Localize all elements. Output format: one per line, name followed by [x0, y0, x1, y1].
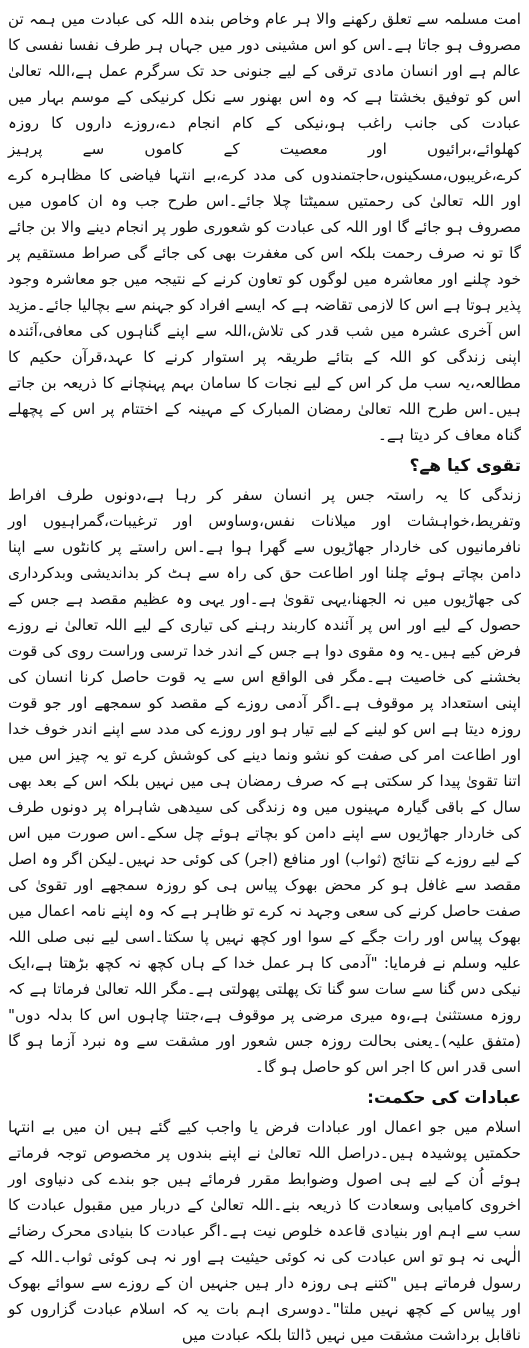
- section-heading-wisdom: عبادات کی حکمت:: [367, 1088, 521, 1108]
- section-heading-taqwa: تقوی کیا ھے؟: [409, 456, 521, 476]
- wisdom-paragraph: اسلام میں جو اعمال اور عبادات فرض یا واجب کیے گئے ہیں ان میں بے انتہا حکمتیں پوشیدہ ہیں۔دراصل اللہ تعالیٰ نے اپنے بندوں پر مخصوص توجہ فرماتے ہوئے اُن کے لیے ہی اصول وضوابط مقرر فرمائے ہیں جو بندے کی دنیاوی اور اخروی کامیابی وسعادت کا ذریعہ بنے۔اللہ تعالیٰ کے دربار میں مقبول عبادت کا سب سے اہم اور بنیادی قاعدہ خلوص نیت ہے۔اگر عبادت کا بنیادی محرک رضائے الٰہی نہ ہو تو اس عبادت کی نہ کوئی حیثیت ہے اور نہ ہی کوئی ثواب۔اللہ کے رسول فرماتے ہیں "کتنے ہی روزہ دار ہیں جنہیں ان کے روزے سے سوائے بھوک اور پیاس کے کچھ نہیں ملتا"۔دوسری اہم بات یہ کہ اسلام عبادت گزاروں کو ناقابل برداشت مشقت میں نہیں ڈالتا بلکہ عبادت میں: [8, 1118, 521, 1344]
- taqwa-paragraph: زندگی کا یہ راستہ جس پر انسان سفر کر رہا ہے،دونوں طرف افراط وتفریط،خواہشات اور میلانات نفس،وساوس اور ترغیبات،گمراہیوں اور نافرمانیوں کی خاردار جھاڑیوں سے گھرا ہوا ہے۔اس راستے پر کانٹوں سے اپنا دامن بچاتے ہوئے چلنا اور اطاعت حق کی راہ سے ہٹ کر بداندیشی وبدکرداری کی جھاڑیوں میں نہ الجھنا،یہی تقویٰ ہے۔اور یہی وہ عظیم مقصد ہے جس کے حصول کے لیے اور اس پر آئندہ کاربند رہنے کی تیاری کے لیے اللہ تعالیٰ نے روزے فرض کیے ہیں۔یہ وہ مقوی دوا ہے جس کے اندر خدا ترسی وراست روی کی قوت بخشنے کی خاصیت ہے۔مگر فی الواقع اس سے یہ قوت حاصل کرنا انسان کی اپنی استعداد پر موقوف ہے۔اگر آدمی روزے کے مقصد کو سمجھے اور جو قوت روزہ دیتا ہے اس کو لینے کے لیے تیار ہو اور روزے کی مدد سے اپنے اندر خوف خدا اور اطاعت امر کی صفت کو نشو ونما دینے کی کوشش کرے تو یہ چیز اس میں اتنا تقویٰ پیدا کر سکتی ہے کہ صرف رمضان ہی میں نہیں بلکہ اس کے بعد بھی سال کے باقی گیارہ مہینوں میں وہ زندگی کی سیدھی شاہراہ پر دونوں طرف کی خاردار جھاڑیوں سے اپنے دامن کو بچاتے ہوئے چل سکے۔اس صورت میں اس کے لیے روزے کے نتائج (ثواب) اور منافع (اجر) کی کوئی حد نہیں۔لیکن اگر وہ اصل مقصد سے غافل ہو کر محض بھوک پیاس ہی کو روزہ سمجھے اور تقویٰ کی صفت حاصل کرنے کی سعی وجہد نہ کرے تو ظاہر ہے کہ وہ اپنے نامہ اعمال میں بھوک پیاس اور رات جگے کے سوا اور کچھ نہیں پا سکتا۔اسی لیے نبی صلی اللہ علیہ وسلم نے فرمایا: "آدمی کا ہر عمل خدا کے ہاں کچھ نہ کچھ بڑھتا ہے،ایک نیکی دس گنا سے سات سو گنا تک پھلتی پھولتی ہے۔مگر اللہ تعالیٰ فرماتا ہے کہ روزہ مستثنیٰ ہے،وہ میری مرضی پر موقوف ہے،جتنا چاہوں اس کا بدلہ دوں" (متفق علیہ)۔یعنی بحالت روزہ جس شعور اور مشقت سے وہ نبرد آزما ہو گا اسی قدر اس کا اجر اس کو حاصل ہو گا۔: [8, 486, 521, 1076]
- intro-paragraph: امت مسلمہ سے تعلق رکھنے والا ہر عام وخاص بندہ اللہ کی عبادت میں ہمہ تن مصروف ہو جاتا ہے۔اس کو اس مشینی دور میں جہاں ہر طرف نفسا نفسی کا عالم ہے اور انسان مادی ترقی کے لیے جنونی حد تک سرگرم عمل ہے،اللہ تعالیٰ اس کو توفیق بخشتا ہے کہ وہ اس بھنور سے نکل کرنیکی کے موسم بہار میں عبادت کی جانب راغب ہو،نیکی کے کام انجام دے،روزے داروں کا روزہ کھلوائے،برائیوں اور معصیت کے کاموں سے پرہیز کرے،غریبوں،مسکینوں،حاجتمندوں کی مدد کرے،بے انتہا فیاضی کا مظاہرہ کرے اور اللہ تعالیٰ کی رحمتیں سمیٹتا چلا جائے۔اس طرح جب وہ ان کاموں میں مصروف ہو جائے گا اور اللہ کی عبادت کو شعوری طور پر انجام دینے والا بن جائے گا تو نہ صرف رحمت بلکہ اس کی مغفرت بھی کی جائے گی صراط مستقیم پر خود چلنے اور معاشرہ میں لوگوں کو تعاون کرنے کے نتیجہ میں جو معاشرہ وجود پذیر ہوتا ہے اس کا لازمی تقاضہ ہے کہ ایسے افراد کو جہنم سے بچالیا جائے۔مزید اس آخری عشرہ میں شب قدر کی تلاش،اللہ سے اپنے گناہوں کی معافی،آئندہ اپنی زندگی کو اللہ کے بتائے طریقہ پر استوار کرنے کا عہد،قرآن حکیم کا مطالعہ،یہ سب مل کر اس کے لیے نجات کا سامان بہم پہنچانے کا ذریعہ بن جاتے ہیں۔اس طرح اللہ تعالیٰ رمضان المبارک کے مہینہ کے اختتام پر اس کے پچھلے گناہ معاف کر دیتا ہے۔: [8, 10, 521, 444]
